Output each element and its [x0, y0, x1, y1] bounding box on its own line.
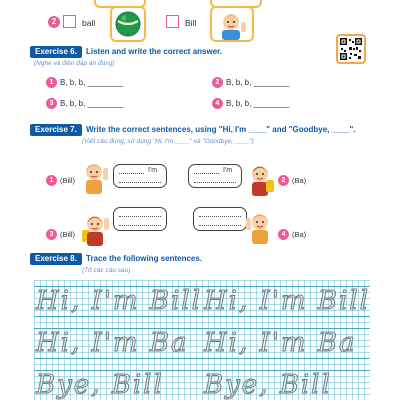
ex7-kid-name: (Ba)	[292, 230, 307, 239]
qr-code-icon	[340, 38, 362, 60]
exercise6-tag: Exercise 6.	[30, 46, 82, 58]
trace-sentence: Bye, Bill	[204, 370, 332, 400]
qr-code[interactable]	[336, 34, 366, 64]
handwriting-grid[interactable]	[34, 280, 370, 400]
speech-bubble[interactable]	[188, 164, 242, 188]
speech-bubble[interactable]	[193, 207, 247, 231]
ex6-item-number: 4	[212, 98, 223, 109]
trace-sentence: Hi, I'm Bill	[204, 286, 370, 316]
bubble-text: I'm	[148, 167, 158, 174]
ex7-kid-name: (Ba)	[292, 176, 307, 185]
ball-icon	[112, 8, 144, 40]
boy-waving-icon	[78, 158, 112, 194]
checkbox-ball[interactable]	[63, 15, 76, 28]
speech-bubble[interactable]	[113, 164, 167, 188]
boy-backpack-icon	[78, 210, 112, 246]
ex7-kid-name: (Bill)	[60, 230, 75, 239]
exercise8-subtitle: (Tô các câu sau)	[82, 267, 131, 274]
trace-sentence: Hi, I'm Bill	[36, 286, 202, 316]
exercise8-tag: Exercise 8.	[30, 253, 82, 265]
exercise7-subtitle: (Viết câu đúng, sử dụng "Hi, I'm ____" và "Goodbye, ____")	[82, 138, 254, 145]
ex6-item-number: 1	[46, 77, 57, 88]
trace-sentence: Hi, I'm Ba	[204, 328, 357, 358]
ex6-item-text[interactable]: B, b, b, ________	[60, 99, 124, 108]
exercise7-tag: Exercise 7.	[30, 124, 82, 136]
boy-bill-icon	[212, 8, 252, 40]
checkbox-bill[interactable]	[166, 15, 179, 28]
bill-picture	[210, 6, 254, 42]
exercise7-title: Write the correct sentences, using "Hi, I'm ____" and "Goodbye, ____".	[86, 125, 356, 134]
trace-sentence: Bye, Bill	[36, 370, 164, 400]
exercise6-title: Listen and write the correct answer.	[86, 47, 223, 56]
ex7-item-number: 2	[278, 175, 289, 186]
ex7-item-number: 3	[46, 229, 57, 240]
ex7-kid-name: (Bill)	[60, 176, 75, 185]
boy-bill-waving-icon	[244, 208, 276, 244]
ex7-item-number: 4	[278, 229, 289, 240]
exercise8-title: Trace the following sentences.	[86, 254, 203, 263]
ex7-item-number: 1	[46, 175, 57, 186]
item-number: 2	[48, 16, 60, 28]
ex6-item-text[interactable]: B, b, b, ________	[60, 78, 124, 87]
trace-sentence: Hi, I'm Ba	[36, 328, 189, 358]
ball-picture	[110, 6, 146, 42]
ex6-item-text[interactable]: B, b, b, ________	[226, 78, 290, 87]
bubble-text: I'm	[223, 167, 233, 174]
boy-ba-icon	[244, 160, 276, 196]
option-ball-label: ball	[82, 18, 96, 28]
ex6-item-text[interactable]: B, b, b, ________	[226, 99, 290, 108]
option-bill-label: Bill	[185, 18, 197, 28]
exercise6-subtitle: (Nghe và điền đáp án đúng)	[34, 60, 115, 67]
ex6-item-number: 2	[212, 77, 223, 88]
speech-bubble[interactable]	[113, 207, 167, 231]
ex6-item-number: 3	[46, 98, 57, 109]
